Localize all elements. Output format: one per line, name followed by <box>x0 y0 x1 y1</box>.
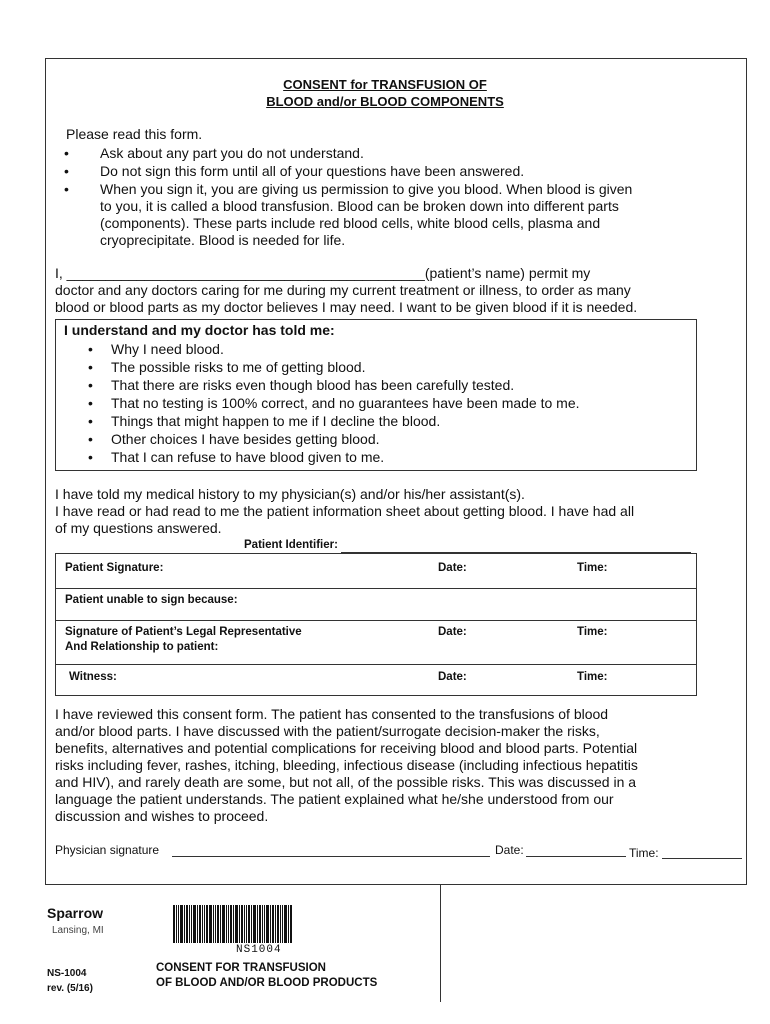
physician-signature-field[interactable] <box>172 856 490 857</box>
legal-rep-time[interactable]: Time: <box>577 626 608 638</box>
history-line: I have read or had read to me the patient information sheet about getting blood. I have had all <box>55 503 635 519</box>
understand-item: The possible risks to me of getting blood. <box>111 359 366 375</box>
instruction-item-cont: cryoprecipitate. Blood is needed for life. <box>100 232 346 248</box>
bullet-icon: • <box>64 145 69 161</box>
row-divider <box>56 664 696 665</box>
witness-time[interactable]: Time: <box>577 671 608 683</box>
form-title-line2: BLOOD and/or BLOOD COMPONENTS <box>266 94 504 109</box>
footer-form-title-line2: OF BLOOD AND/OR BLOOD PRODUCTS <box>156 977 378 989</box>
intro-text: Please read this form. <box>66 126 203 142</box>
instruction-item: Ask about any part you do not understand. <box>100 145 364 161</box>
barcode-text: NS1004 <box>236 944 282 956</box>
understand-item: Things that might happen to me if I decline the blood. <box>111 413 441 429</box>
patient-signature-time[interactable]: Time: <box>577 562 608 574</box>
footer-form-title-line1: CONSENT FOR TRANSFUSION <box>156 962 326 974</box>
form-title-line1: CONSENT for TRANSFUSION OF <box>283 77 487 92</box>
form-number: NS-1004 <box>47 968 87 979</box>
witness-field[interactable]: Witness: <box>69 671 117 683</box>
form-revision: rev. (5/16) <box>47 983 93 994</box>
barcode <box>173 905 343 943</box>
instruction-item-cont: (components). These parts include red blood cells, white blood cells, plasma and <box>100 215 601 231</box>
physician-signature-label: Physician signature <box>55 843 160 857</box>
physician-line: language the patient understands. The patient explained what he/she understood from our <box>55 791 614 807</box>
understand-heading: I understand and my doctor has told me: <box>64 322 335 338</box>
permit-line: blood or blood parts as my doctor believes I may need. I want to be given blood if it is needed. <box>55 299 638 315</box>
org-location: Lansing, MI <box>52 925 104 936</box>
row-divider <box>56 620 696 621</box>
unable-to-sign-field[interactable]: Patient unable to sign because: <box>65 594 238 606</box>
bullet-icon: • <box>88 341 93 357</box>
legal-rep-relationship-label: And Relationship to patient: <box>65 641 219 653</box>
understand-item: That there are risks even though blood has been carefully tested. <box>111 377 515 393</box>
bullet-icon: • <box>88 449 93 465</box>
physician-line: discussion and wishes to proceed. <box>55 808 269 824</box>
permit-line: I, ______________________________________________(patient’s name) permit my <box>55 265 591 281</box>
witness-date[interactable]: Date: <box>438 671 467 683</box>
permit-line: doctor and any doctors caring for me during my current treatment or illness, to order as many <box>55 282 631 298</box>
understand-item: Other choices I have besides getting blood. <box>111 431 380 447</box>
footer-divider <box>440 885 441 1002</box>
legal-rep-signature-field[interactable]: Signature of Patient’s Legal Representative <box>65 626 302 638</box>
patient-signature-date[interactable]: Date: <box>438 562 467 574</box>
bullet-icon: • <box>64 181 69 197</box>
instruction-item: Do not sign this form until all of your questions have been answered. <box>100 163 525 179</box>
physician-date-field[interactable] <box>526 856 626 857</box>
bullet-icon: • <box>64 163 69 179</box>
patient-signature-field[interactable]: Patient Signature: <box>65 562 164 574</box>
physician-time-label: Time: <box>629 846 659 860</box>
physician-line: benefits, alternatives and potential complications for receiving blood and blood parts. Potential <box>55 740 638 756</box>
history-line: of my questions answered. <box>55 520 222 536</box>
physician-time-field[interactable] <box>662 858 742 859</box>
physician-line: and/or blood parts. I have discussed with the patient/surrogate decision-maker the risks, <box>55 723 600 739</box>
physician-line: I have reviewed this consent form. The patient has consented to the transfusions of blood <box>55 706 609 722</box>
org-name: Sparrow <box>47 905 104 921</box>
bullet-icon: • <box>88 413 93 429</box>
physician-date-label: Date: <box>495 843 524 857</box>
physician-line: and HIV), and rarely death are some, but not all, of the possible risks. This was discussed in a <box>55 774 637 790</box>
history-line: I have told my medical history to my physician(s) and/or his/her assistant(s). <box>55 486 525 502</box>
bullet-icon: • <box>88 431 93 447</box>
bullet-icon: • <box>88 395 93 411</box>
understand-item: That I can refuse to have blood given to me. <box>111 449 385 465</box>
physician-line: risks including fever, rashes, itching, bleeding, infectious disease (including infectious hepatitis <box>55 757 638 773</box>
row-divider <box>56 588 696 589</box>
bullet-icon: • <box>88 377 93 393</box>
instruction-item: When you sign it, you are giving us permission to give you blood. When blood is given <box>100 181 633 197</box>
patient-identifier-label: Patient Identifier: <box>244 539 338 551</box>
understand-item: That no testing is 100% correct, and no guarantees have been made to me. <box>111 395 580 411</box>
understand-item: Why I need blood. <box>111 341 224 357</box>
legal-rep-date[interactable]: Date: <box>438 626 467 638</box>
bullet-icon: • <box>88 359 93 375</box>
instruction-item-cont: to you, it is called a blood transfusion. Blood can be broken down into different parts <box>100 198 619 214</box>
